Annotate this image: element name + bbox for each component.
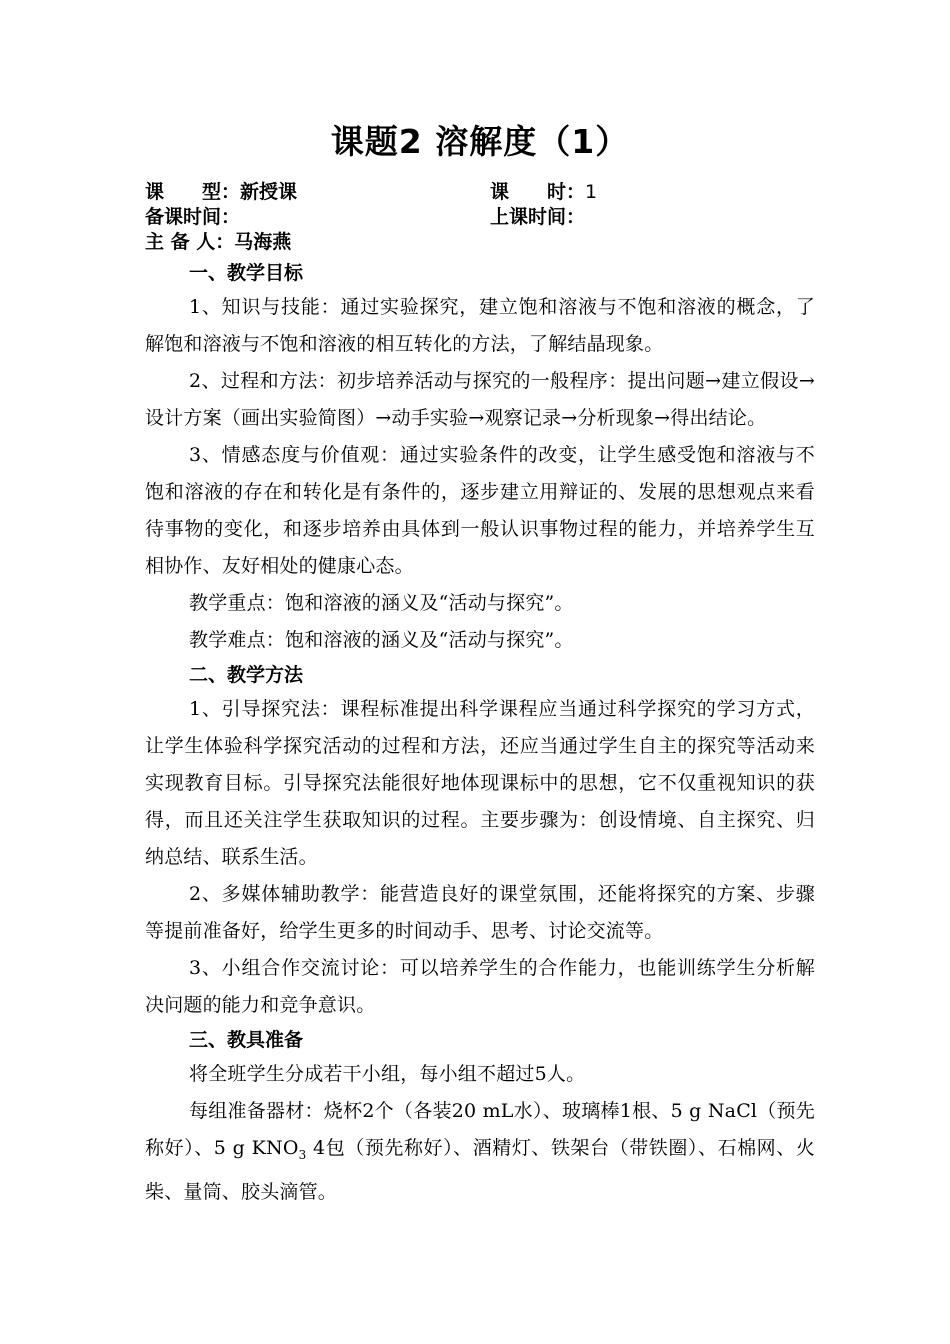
paragraph: 3、情感态度与价值观：通过实验条件的改变，让学生感受饱和溶液与不饱和溶液的存在和转化是有条件的，逐步建立用辩证的、发展的思想观点来看待事物的变化，和逐步培养由具体到一般认识事物过程的能力，并培养学生互相协作、友好相处的健康心态。 bbox=[145, 444, 815, 577]
section-heading-objectives: 一、教学目标 bbox=[189, 262, 304, 284]
equipment-text-part2: 4包（预先称好）、酒精灯、铁架台（带铁圈）、石棉网、火柴、量筒、胶头滴管。 bbox=[145, 1137, 815, 1203]
class-time-label: 上课时间： bbox=[490, 206, 586, 228]
section-heading-methods: 二、教学方法 bbox=[189, 664, 304, 686]
paragraph: 将全班学生分成若干小组，每小组不超过5人。 bbox=[189, 1063, 586, 1085]
meta-block bbox=[145, 180, 815, 255]
hours-label: 课 时： bbox=[490, 181, 586, 203]
paragraph: 3、小组合作交流讨论：可以培养学生的合作能力，也能训练学生分析解决问题的能力和竞争意识。 bbox=[145, 957, 815, 1016]
paragraph: 1、引导探究法：课程标准提出科学课程应当通过科学探究的学习方式，让学生体验科学探究活动的过程和方法，还应当通过学生自主的探究等活动来实现教育目标。引导探究法能很好地体现课标中的思想，它不仅重视知识的获得，而且还关注学生获取知识的过程。主要步骤为：创设情境、自主探究、归纳总结、联系生活。 bbox=[145, 698, 815, 868]
meta-row-2 bbox=[145, 205, 815, 230]
paragraph: 2、多媒体辅助教学：能营造良好的课堂氛围，还能将探究的方案、步骤等提前准备好，给学生更多的时间动手、思考、讨论交流等。 bbox=[145, 883, 815, 942]
document-page bbox=[145, 118, 815, 1211]
paragraph-equipment-list bbox=[145, 1093, 815, 1211]
preparer-label: 主 备 人： bbox=[145, 231, 235, 253]
meta-row-3 bbox=[145, 230, 815, 255]
document-title: 课题2 溶解度（1） bbox=[330, 122, 630, 161]
section-heading-equipment: 三、教具准备 bbox=[189, 1029, 304, 1051]
prep-time-label: 备课时间： bbox=[145, 206, 241, 228]
type-value: 新授课 bbox=[240, 181, 298, 203]
paragraph-key-point: 教学重点：饱和溶液的涵义及“活动与探究”。 bbox=[189, 592, 574, 614]
subscript-3: 3 bbox=[298, 1147, 307, 1162]
paragraph: 1、知识与技能：通过实验探究，建立饱和溶液与不饱和溶液的概念，了解饱和溶液与不饱和溶液的相互转化的方法，了解结晶现象。 bbox=[145, 296, 815, 355]
paragraph-difficult-point: 教学难点：饱和溶液的涵义及“活动与探究”。 bbox=[189, 629, 574, 651]
type-label: 课 型： bbox=[145, 181, 241, 203]
preparer-value: 马海燕 bbox=[234, 231, 292, 253]
paragraph: 2、过程和方法：初步培养活动与探究的一般程序：提出问题→建立假设→设计方案（画出实验简图）→动手实验→观察记录→分析现象→得出结论。 bbox=[145, 370, 815, 429]
equipment-text-part1: 每组准备器材：烧杯2个（各装20 mL水）、玻璃棒1根、5 g NaCl（预先称好）、5 g KNO bbox=[145, 1100, 815, 1159]
hours-value: 1 bbox=[585, 181, 598, 203]
meta-row-1 bbox=[145, 180, 815, 205]
